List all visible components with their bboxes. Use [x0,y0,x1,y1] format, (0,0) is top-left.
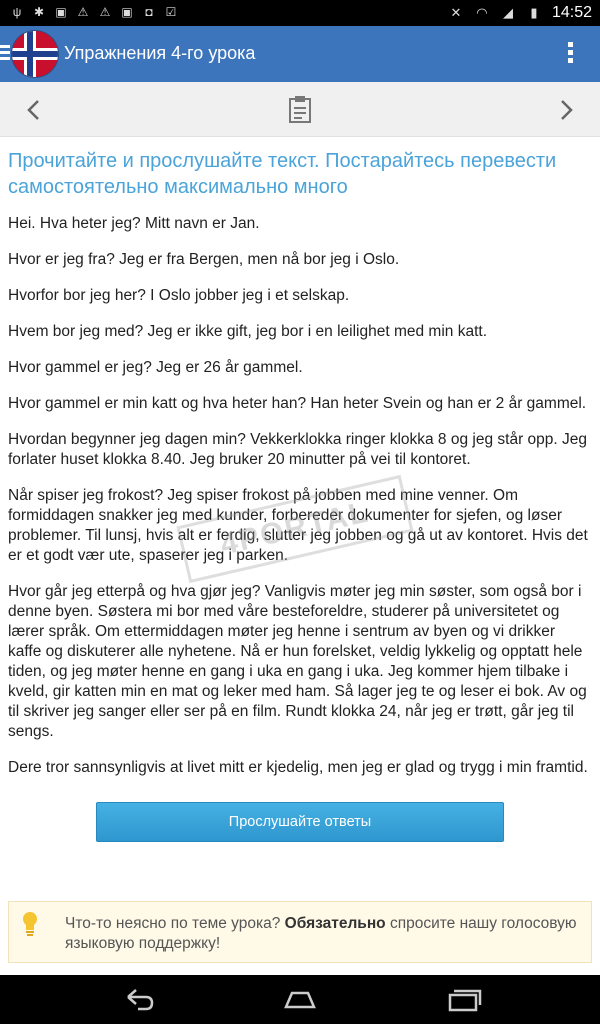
system-status-icons [448,3,592,23]
text-paragraph: Hvor gammel er jeg? Jeg er 26 år gammel. [8,359,303,376]
bug-icon: ✱ [33,5,45,19]
recent-apps-icon[interactable] [444,985,484,1015]
listen-answers-button[interactable]: Прослушайте ответы [96,802,504,842]
text-paragraph: Hvor gammel er min katt og hva heter han? Han heter Svein og han er 2 år gammel. [8,395,587,412]
home-icon[interactable] [280,985,320,1015]
text-paragraph: Hvor er jeg fra? Jeg er fra Bergen, men nå bor jeg i Oslo. [8,251,400,268]
exercise-heading: Прочитайте и прослушайте текст. Постарайтесь перевести самостоятельно максимально много [8,150,557,198]
norway-flag-logo[interactable] [12,31,58,77]
clipboard-icon[interactable] [288,95,312,123]
text-paragraph: Hvordan begynner jeg dagen min? Vekkerklokka ringer klokka 8 og jeg står opp. Jeg forlater huset klokka 8.40. Jeg bruker 20 minutter på vei til kontoret. [8,431,588,468]
chevron-right-icon[interactable] [552,96,580,124]
support-hint[interactable] [8,901,592,963]
wifi-icon: ◠ [476,5,488,20]
chevron-left-icon[interactable] [20,96,48,124]
page-title: Упражнения 4-го урока [64,43,256,63]
hint-text [65,914,585,954]
clipboard-check-icon: ☑ [165,5,177,19]
clock: 14:52 [551,4,592,21]
watermark-stamp: 4PORTAL [176,475,413,583]
mute-icon: ✕ [450,5,462,20]
hint-text-end: спросите нашу голосовую языковую поддержку! [65,915,577,952]
lightbulb-icon [21,911,39,937]
battery-charging-icon: ▮ [530,5,538,20]
text-paragraph: Hvorfor bor jeg her? I Oslo jobber jeg i et selskap. [8,287,350,304]
drawer-menu-icon[interactable] [0,45,10,61]
text-paragraph: Hvem bor jeg med? Jeg er ikke gift, jeg bor i en leilighet med min katt. [8,323,488,340]
overflow-menu-icon[interactable] [568,42,574,66]
status-bar [0,0,600,26]
back-icon[interactable] [118,985,158,1015]
text-paragraph: Når spiser jeg frokost? Jeg spiser frokost på jobben med mine venner. Om formiddagen snakker jeg med kunder, forbereder dokumenter for sjefen, og løser problemer. Til lunsj, hvis alt er ferdig, slutter jeg jobben og gå ut av kontoret. Hvis det er et godt vær ute, spaserer jeg i parken. [8,487,588,564]
lesson-content [0,137,600,975]
warning-icon: ⚠ [77,5,89,19]
notification-icons [10,4,178,20]
text-paragraph: Dere tror sannsynligvis at livet mitt er kjedelig, men jeg er glad og trygg i min framtid. [8,759,588,776]
store-icon: ◘ [145,5,153,19]
hint-text-bold: Обязательно [284,915,386,932]
warning-icon: ⚠ [99,5,111,19]
system-nav-bar [0,975,600,1024]
lesson-nav-bar [0,82,600,137]
text-paragraph: Hvor går jeg etterpå og hva gjør jeg? Vanligvis møter jeg min søster, som også bor i denne byen. Søstera mi bor med våre besteforeldre, studerer på universitetet og lærer språk. Om ettermiddagen møter jeg henne i sentrum av byen og vi drikker kaffe og diskuterer alle nyhetene. Nå er hun forelsket, veldig lykkelig og opptatt hele tiden, og jeg møter henne en gang i uka en gang i uka. Jeg kommer hjem tilbake i kveld, gir katten min en mat og leker med ham. Så lager jeg te og leser ei bok. Av og til skriver jeg sanger eller ser på en film. Rundt klokka 24, når jeg er trøtt, går jeg til sengs. [8,583,587,740]
image-icon: ▣ [55,5,67,19]
image-icon: ▣ [121,5,133,19]
text-paragraph: Hei. Hva heter jeg? Mitt navn er Jan. [8,215,260,232]
usb-icon: ψ [12,5,22,19]
hint-text-start: Что-то неясно по теме урока? [65,915,285,932]
action-bar [0,26,600,82]
signal-off-icon: ◢ [502,5,513,20]
